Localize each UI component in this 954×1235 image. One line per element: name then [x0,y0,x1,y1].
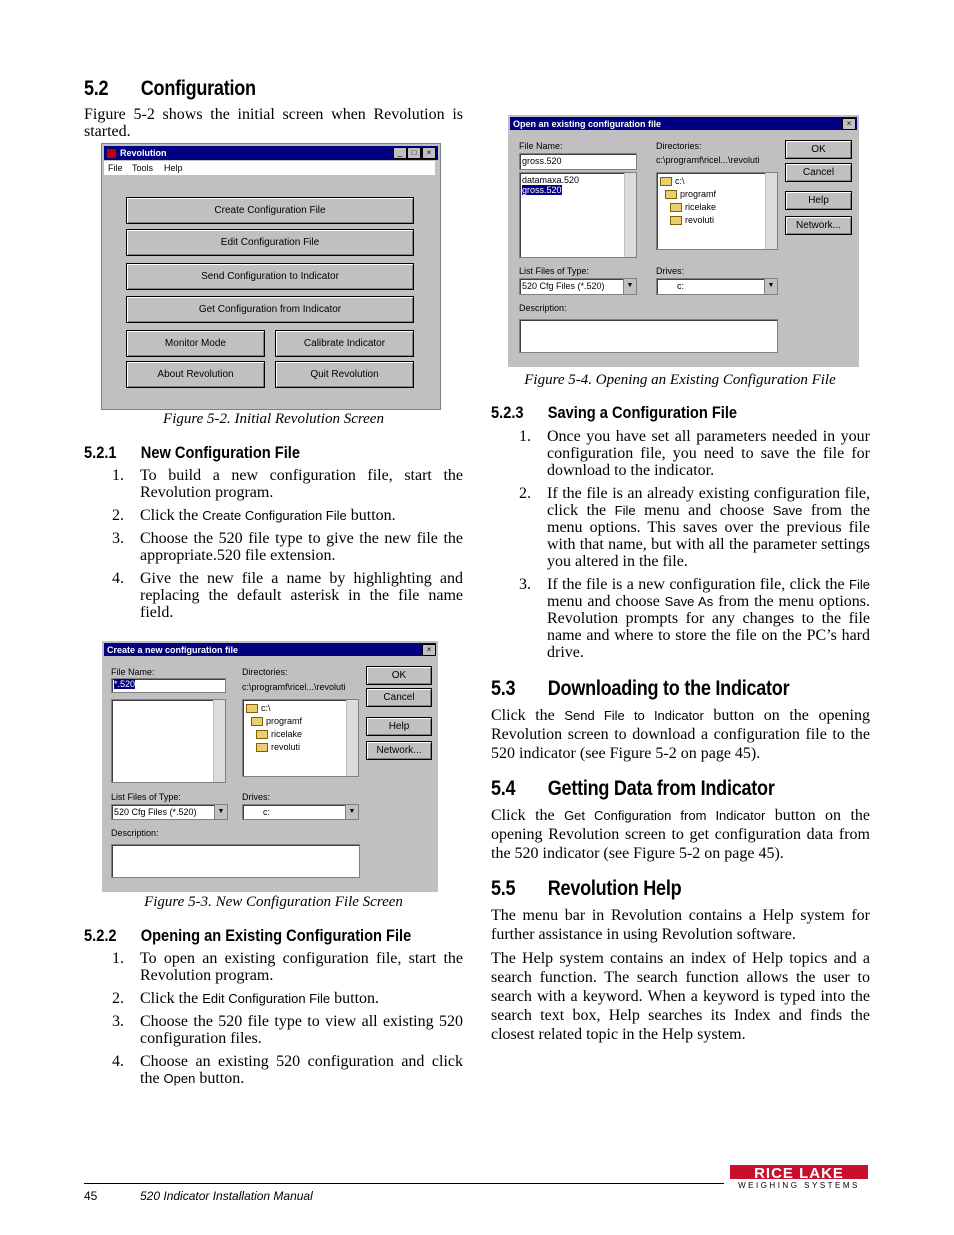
figure-5-3-caption: Figure 5-3. New Configuration File Screen [144,894,403,910]
figure-5-4-caption: Figure 5-4. Opening an Existing Configuration File [524,372,836,388]
scrollbar[interactable] [213,700,225,782]
file-name-input[interactable]: *.520 [111,678,226,693]
list-type-label: List Files of Type: [111,792,181,802]
list-item: 4. Choose an existing 520 configuration and click the Open button. [112,1053,463,1087]
directories-path: c:\programf\ricel...\revoluti [656,155,760,165]
figure-5-2-window [101,143,441,410]
list-item: 4. Give the new file a name by highlighting and replacing the default asterisk in the file name field. [112,570,463,621]
chevron-down-icon: ▼ [345,805,358,819]
drives-label: Drives: [242,792,271,802]
folder-open-icon [246,704,258,713]
drives-select[interactable]: c: ▼ [656,278,778,295]
tree-item[interactable]: ricelake [256,729,302,739]
minimize-icon[interactable]: _ [393,147,407,159]
list-item: 1. To build a new configuration file, start the Revolution program. [112,467,463,501]
description-input[interactable] [111,844,360,878]
list-item: 2. Click the Edit Configuration File button. [112,990,380,1007]
cancel-button[interactable]: Cancel [366,688,432,707]
scrollbar[interactable] [765,173,777,249]
list-type-label: List Files of Type: [519,266,589,276]
help-button[interactable]: Help [785,191,852,210]
list-item: 2. If the file is an already existing configuration file, click the File menu and choose Save from the menu options. This saves over the previous file with that name, but with all the parameter settings you altered in the file. [519,485,870,570]
get-configuration-button[interactable]: Get Configuration from Indicator [126,296,414,323]
tree-item[interactable]: c:\ [660,176,685,186]
list-item: 1. Once you have set all parameters needed in your configuration file, you need to save the file for download to the indicator. [519,428,870,479]
folder-open-icon [665,190,677,199]
figure-5-4-window [508,115,859,367]
directories-label: Directories: [656,141,702,151]
network-button[interactable]: Network... [785,216,852,235]
footer-rule [84,1183,724,1184]
section-5-3-text: Click the Send File to Indicator button on the opening Revolution screen to download a configuration file to the 520 indicator (see Figure 5-2 on page 45). [491,707,870,762]
close-icon[interactable]: × [422,147,436,159]
logo-tagline: WEIGHING SYSTEMS [738,1181,860,1190]
drives-select[interactable]: c: ▼ [242,804,359,820]
close-icon[interactable]: × [422,644,436,656]
dialog-titlebar: Create a new configuration file [104,643,436,656]
monitor-mode-button[interactable]: Monitor Mode [126,330,265,357]
directory-tree[interactable] [656,172,778,250]
maximize-icon[interactable]: □ [407,147,421,159]
folder-open-icon [670,203,682,212]
logo-wordmark: RICE LAKE [754,1165,844,1182]
calibrate-indicator-button[interactable]: Calibrate Indicator [275,330,414,357]
section-5-5-para-1: The menu bar in Revolution contains a Help system for further assistance in using Revolution software. [491,907,870,943]
chevron-down-icon: ▼ [764,279,777,294]
section-heading-5-4: 5.4 Getting Data from Indicator [491,777,775,800]
tree-item[interactable]: programf [251,716,302,726]
section-5-4-text: Click the Get Configuration from Indicator button on the opening Revolution screen to get configuration data from the 520 indicator (see Figure 5-2 on page 45). [491,807,871,862]
file-list-item[interactable]: datamaxa.520 [522,175,580,185]
chevron-down-icon: ▼ [623,279,636,294]
section-heading-5-3: 5.3 Downloading to the Indicator [491,677,790,700]
close-icon[interactable]: × [842,118,856,130]
folder-open-icon [660,177,672,186]
section-5-5-para-2: The Help system contains an index of Help topics and a search function. The search function allows the user to search with a keyword. When a keyword is typed into the search text box, Help searches its Index and finds the closest related topic in the Help system. [491,950,870,1043]
menu-tools[interactable]: Tools [132,163,154,173]
ok-button[interactable]: OK [366,666,432,685]
file-name-input[interactable]: gross.520 [519,153,637,170]
list-type-select[interactable]: 520 Cfg Files (*.520) ▼ [111,804,228,820]
new-config-steps [84,467,463,627]
manual-title: 520 Indicator Installation Manual [140,1189,313,1203]
description-input[interactable] [519,319,778,353]
file-name-label: File Name: [111,667,155,677]
window-title: Revolution [120,148,167,158]
figure-5-2-caption: Figure 5-2. Initial Revolution Screen [163,411,384,427]
directories-path: c:\programf\ricel...\revoluti [242,682,346,692]
section-heading-5-2-1: 5.2.1 New Configuration File [84,443,300,462]
cancel-button[interactable]: Cancel [785,163,852,182]
drives-label: Drives: [656,266,685,276]
tree-item[interactable]: revoluti [670,215,714,225]
description-label: Description: [519,303,567,313]
app-icon [107,149,116,158]
section-heading-5-2-2: 5.2.2 Opening an Existing Configuration File [84,926,412,945]
tree-item[interactable]: c:\ [246,703,271,713]
list-item: 3. Choose the 520 file type to view all existing 520 configuration files. [112,1013,463,1047]
menu-file[interactable]: File [108,163,123,173]
window-titlebar [104,146,438,160]
file-name-label: File Name: [519,141,563,151]
ok-button[interactable]: OK [785,140,852,159]
folder-open-icon [251,717,263,726]
tree-item[interactable]: revoluti [256,742,300,752]
list-item: 2. Click the Create Configuration File button. [112,507,396,524]
file-list[interactable] [519,172,637,258]
folder-open-icon [256,743,268,752]
edit-configuration-file-button[interactable]: Edit Configuration File [126,229,414,256]
section-heading-5-2-3: 5.2.3 Saving a Configuration File [491,403,738,422]
menu-bar [104,161,435,175]
send-configuration-button[interactable]: Send Configuration to Indicator [126,263,414,290]
file-list-item-selected[interactable]: gross.520 [522,185,562,195]
section-5-2-intro: Figure 5-2 shows the initial screen when Revolution is started. [84,106,463,140]
file-list[interactable] [111,699,226,783]
rice-lake-logo [730,1165,868,1197]
scrollbar[interactable] [346,700,358,776]
list-item: 1. To open an existing configuration file, start the Revolution program. [112,950,463,984]
list-type-select[interactable]: 520 Cfg Files (*.520) ▼ [519,278,637,295]
about-revolution-button[interactable]: About Revolution [126,361,265,388]
chevron-down-icon: ▼ [214,805,227,819]
scrollbar[interactable] [624,173,636,257]
description-label: Description: [111,828,159,838]
create-configuration-file-button[interactable]: Create Configuration File [126,197,414,224]
section-heading-5-2: 5.2 Configuration [84,77,256,100]
page-number: 45 [84,1189,98,1203]
dialog-titlebar: Open an existing configuration file [510,117,857,130]
list-item: 3. If the file is a new configuration file, click the File menu and choose Save As from the menu options. Revolution prompts for any changes to the file name and where to store the file on the PC’s hard drive. [519,576,870,661]
directories-label: Directories: [242,667,288,677]
figure-5-3-window [102,641,438,892]
save-config-steps [491,428,870,667]
open-config-steps [84,950,463,1093]
folder-open-icon [256,730,268,739]
folder-open-icon [670,216,682,225]
tree-item[interactable]: ricelake [670,202,716,212]
network-button[interactable]: Network... [366,741,432,760]
section-heading-5-5: 5.5 Revolution Help [491,877,682,900]
directory-tree[interactable] [242,699,359,777]
menu-help[interactable]: Help [164,163,183,173]
list-item: 3. Choose the 520 file type to give the new file the appropriate.520 file extension. [112,530,463,564]
tree-item[interactable]: programf [665,189,716,199]
quit-revolution-button[interactable]: Quit Revolution [275,361,414,388]
help-button[interactable]: Help [366,717,432,736]
